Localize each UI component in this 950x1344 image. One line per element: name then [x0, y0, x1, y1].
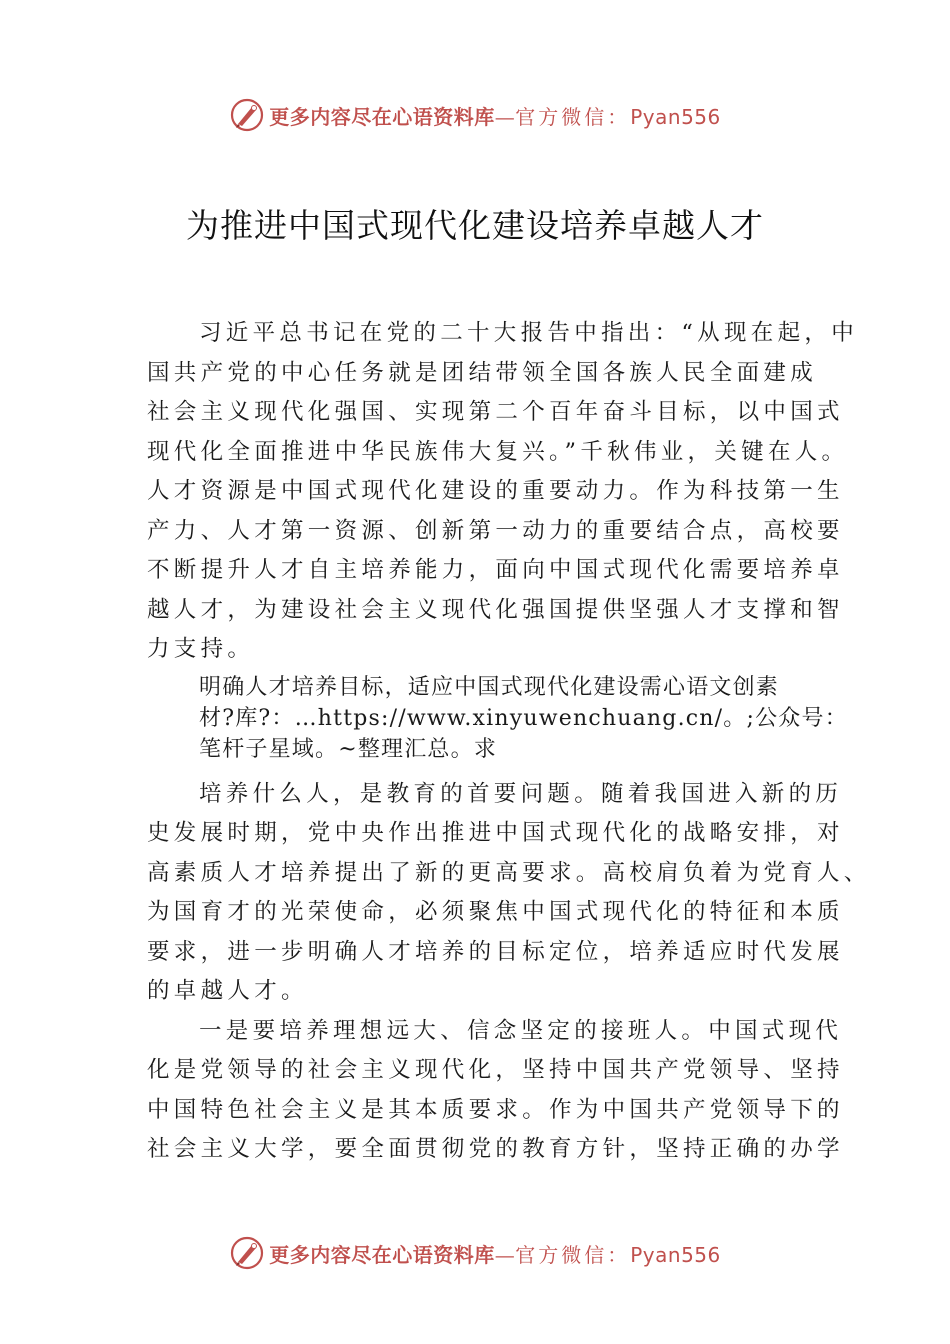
footer-banner — [0, 1233, 950, 1273]
text-line: 一是要培养理想远大、信念坚定的接班人。中国式现代 — [199, 1017, 843, 1044]
document-body — [147, 314, 871, 1170]
banner-text — [269, 101, 721, 130]
banner-label: 官方微信： — [515, 104, 631, 129]
text-line: 人才资源是中国式现代化建设的重要动力。作为科技第一生 — [147, 478, 844, 504]
text-line: 史发展时期，党中央作出推进中国式现代化的战略安排，对 — [147, 820, 844, 846]
text-line: 化是党领导的社会主义现代化，坚持中国共产党领导、坚持 — [147, 1057, 844, 1083]
banner-separator: — — [494, 1242, 516, 1267]
text-line: 的卓越人才。 — [147, 978, 308, 1004]
promo-line: 笔杆子星域。~整理汇总。求 — [199, 736, 498, 762]
banner-label: 官方微信： — [515, 1242, 631, 1267]
text-line: 产力、人才第一资源、创新第一动力的重要结合点，高校要 — [147, 517, 844, 544]
text-line: 习近平总书记在党的二十大报告中指出：“从现在起，中 — [199, 320, 859, 346]
text-line: 要求，进一步明确人才培养的目标定位，培养适应时代发展 — [147, 938, 844, 965]
text-line: 现代化全面推进中华民族伟大复兴。”千秋伟业，关键在人。 — [147, 438, 849, 465]
pen-logo-icon — [229, 97, 265, 133]
banner-text — [269, 1239, 721, 1268]
header-banner — [0, 95, 950, 135]
text-line: 国共产党的中心任务就是团结带领全国各族人民全面建成 — [147, 359, 818, 386]
promo-note — [199, 672, 848, 765]
page-title: 为推进中国式现代化建设培养卓越人才 — [186, 206, 764, 245]
text-line: 力支持。 — [147, 636, 255, 662]
banner-separator: — — [494, 104, 516, 129]
text-line: 高素质人才培养提出了新的更高要求。高校肩负着为党育人、 — [147, 859, 871, 886]
paragraph-1 — [147, 314, 859, 670]
text-line: 为国育才的光荣使命，必须聚焦中国式现代化的特征和本质 — [147, 899, 844, 925]
text-line: 不断提升人才自主培养能力，面向中国式现代化需要培养卓 — [147, 557, 844, 583]
banner-brand: 更多内容尽在心语资料库 — [269, 1242, 495, 1267]
text-line: 越人才，为建设社会主义现代化强国提供坚强人才支撑和智 — [147, 596, 844, 623]
banner-handle: Pyan556 — [630, 104, 721, 129]
banner-handle: Pyan556 — [630, 1242, 721, 1267]
text-line: 社会主义现代化强国、实现第二个百年奋斗目标，以中国式 — [147, 399, 844, 425]
paragraph-2 — [147, 775, 871, 1012]
promo-line: 明确人才培养目标，适应中国式现代化建设需心语文创素 — [199, 674, 780, 700]
text-line: 社会主义大学，要全面贯彻党的教育方针，坚持正确的办学 — [147, 1136, 844, 1162]
pen-logo-icon — [229, 1235, 265, 1271]
text-line: 中国特色社会主义是其本质要求。作为中国共产党领导下的 — [147, 1096, 844, 1123]
text-line: 培养什么人，是教育的首要问题。随着我国进入新的历 — [199, 780, 843, 807]
promo-link-line: 材?库?：…https://www.xinyuwenchuang.cn/。;公众号： — [199, 705, 848, 731]
paragraph-3 — [147, 1012, 844, 1170]
banner-brand: 更多内容尽在心语资料库 — [269, 104, 495, 129]
